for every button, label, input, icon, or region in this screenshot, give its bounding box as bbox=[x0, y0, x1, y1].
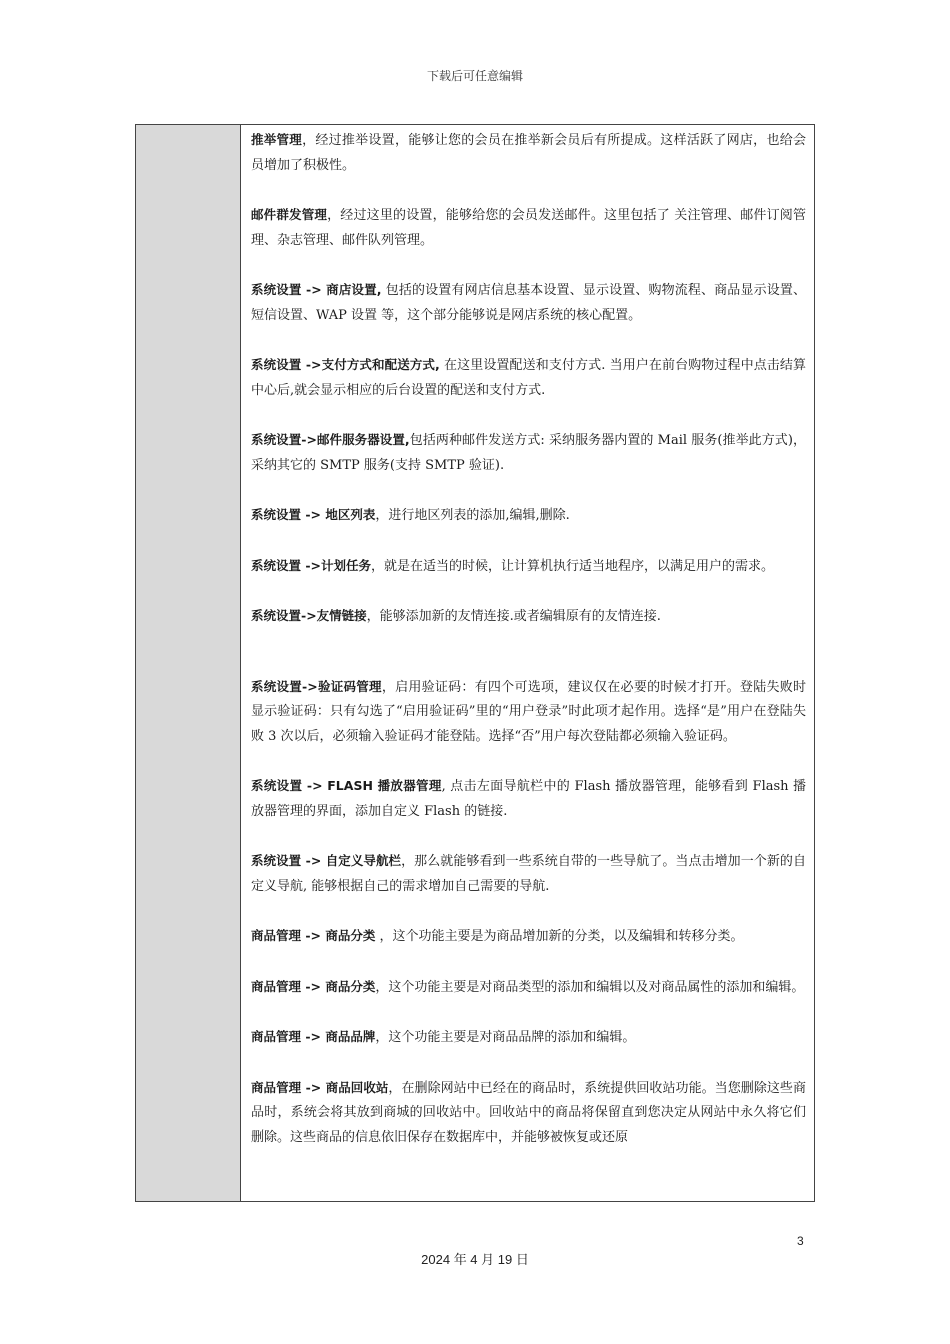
paragraph bbox=[251, 503, 806, 529]
paragraph-body: ，在删除网站中已经在的商品时，系统提供回收站功能。当您删除这些商品时，系统会将其放到商城的回收站中。回收站中的商品将保留直到您决定从网站中永久将它们删除。这些商品的信息依旧保存在数据库中，并能够被恢复或还原 bbox=[251, 1080, 806, 1145]
paragraph-title: 系统设置->邮件服务器设置, bbox=[251, 432, 410, 447]
paragraph-body: ，这个功能主要是对商品类型的添加和编辑以及对商品属性的添加和编辑。 bbox=[375, 979, 805, 995]
paragraph-title: 系统设置 -> 自定义导航栏 bbox=[251, 853, 402, 868]
paragraph bbox=[251, 1076, 806, 1151]
paragraph-title: 系统设置 ->计划任务 bbox=[251, 557, 372, 573]
paragraph bbox=[251, 975, 806, 1001]
table-right-cell bbox=[241, 125, 814, 1201]
paragraph-title: 系统设置->验证码管理 bbox=[251, 678, 382, 694]
paragraph bbox=[251, 554, 806, 580]
paragraph-body: ，能够添加新的友情连接.或者编辑原有的友情连接. bbox=[366, 609, 661, 624]
paragraph-title: 商品管理 -> 商品品牌 bbox=[251, 1029, 376, 1044]
paragraph-title: 商品管理 -> 商品分类 bbox=[251, 978, 376, 994]
page-header: 下载后可任意编辑 bbox=[426, 69, 523, 83]
footer-date: 2024 年 4 月 19 日 bbox=[421, 1252, 529, 1267]
paragraph bbox=[251, 774, 806, 824]
paragraph-title: 商品管理 -> 商品分类 bbox=[251, 928, 376, 943]
paragraph bbox=[251, 1025, 806, 1051]
table-left-cell bbox=[136, 125, 241, 1201]
paragraph-body: 包括两种邮件发送方式: 采纳服务器内置的 Mail 服务(推举此方式)，采纳其它的 SMTP 服务(支持 SMTP 验证). bbox=[251, 433, 806, 473]
paragraph bbox=[251, 428, 806, 478]
paragraph bbox=[251, 924, 806, 950]
paragraph-body: , 点击左面导航栏中的 Flash 播放器管理，能够看到 Flash 播放器管理的界面，添加自定义 Flash 的链接. bbox=[251, 779, 806, 819]
paragraph-body: 包括的设置有网店信息基本设置、显示设置、购物流程、商品显示设置、短信设置、WAP 设置 等，这个部分能够说是网店系统的核心配置。 bbox=[251, 283, 806, 323]
paragraph-title: 系统设置 -> 地区列表 bbox=[251, 507, 376, 522]
paragraph-body: ，这个功能主要是对商品品牌的添加和编辑。 bbox=[375, 1030, 636, 1045]
paragraph bbox=[251, 849, 806, 899]
content-table bbox=[135, 124, 815, 1202]
paragraph-body: ，那么就能够看到一些系统自带的一些导航了。当点击增加一个新的自定义导航, 能够根据自己的需求增加自己需要的导航. bbox=[251, 854, 806, 894]
paragraph bbox=[251, 353, 806, 403]
paragraph bbox=[251, 278, 806, 328]
paragraph bbox=[251, 604, 806, 630]
paragraph-body: ，经过这里的设置，能够给您的会员发送邮件。这里包括了 关注管理、邮件订阅管理、杂志管理、邮件队列管理。 bbox=[251, 208, 806, 248]
page-number: 3 bbox=[797, 1234, 804, 1248]
paragraph bbox=[251, 675, 806, 750]
paragraph-body: ，就是在适当的时候，让计算机执行适当地程序，以满足用户的需求。 bbox=[371, 558, 775, 574]
paragraph-body: 在这里设置配送和支付方式. 当用户在前台购物过程中点击结算中心后,就会显示相应的后台设置的配送和支付方式. bbox=[251, 358, 806, 398]
paragraph-body: ，这个功能主要是为商品增加新的分类，以及编辑和转移分类。 bbox=[375, 929, 744, 944]
paragraph bbox=[251, 203, 806, 253]
paragraph-title: 系统设置 ->支付方式和配送方式, bbox=[251, 357, 440, 372]
paragraph-body: ，启用验证码：有四个可选项，建议仅在必要的时候才打开。登陆失败时显示验证码：只有勾选了“启用验证码”里的“用户登录”时此项才起作用。选择“是”用户在登陆失败 3 次以后，必须输入验证码才能登陆。选择“否”用户每次登陆都必须输入验证码。 bbox=[251, 679, 806, 744]
paragraph-title: 系统设置 -> FLASH 播放器管理 bbox=[251, 778, 442, 793]
paragraph-title: 邮件群发管理 bbox=[251, 207, 328, 222]
paragraph-title: 系统设置 -> 商店设置, bbox=[251, 282, 382, 297]
paragraph bbox=[251, 128, 806, 178]
paragraph-body: ，经过推举设置，能够让您的会员在推举新会员后有所提成。这样活跃了网店，也给会员增加了积极性。 bbox=[251, 133, 806, 173]
paragraph-body: ，进行地区列表的添加,编辑,删除. bbox=[375, 508, 570, 523]
paragraph-title: 商品管理 -> 商品回收站 bbox=[251, 1079, 389, 1095]
paragraph-title: 系统设置->友情链接 bbox=[251, 608, 367, 623]
paragraph-title: 推举管理 bbox=[251, 132, 303, 147]
